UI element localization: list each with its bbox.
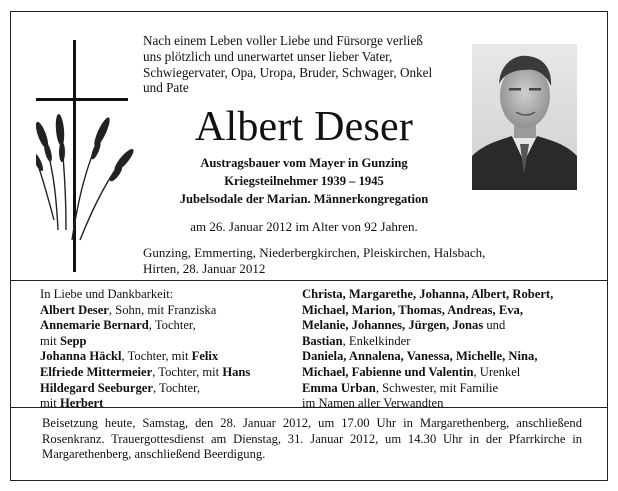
mourner-line: mit Sepp [40,333,87,348]
title-line-3: Jubelsodale der Marian. Männerkongregation [179,192,429,206]
mourner-line: Albert Deser, Sohn, mit Franziska [40,302,217,317]
mourner-line: im Namen aller Verwandten [302,396,444,411]
mourner-line: Christa, Margarethe, Johanna, Albert, Robert, [302,287,554,301]
intro-text [143,33,465,96]
funeral-details: Beisetzung heute, Samstag, den 28. Januar 2012, um 17.00 Uhr in Margarethenberg, anschließend Rosenkranz. Trauergottesdienst am Dienstag, 31. Januar 2012, um 14.30 Uhr in der Pfarrkirche in Margarethenberg, anschließend Beerdigung. [42,416,582,462]
mourner-line: Michael, Marion, Thomas, Andreas, Eva, [302,302,523,317]
mourner-line: Melanie, Johannes, Jürgen, Jonas und [302,318,506,333]
deceased-name: Albert Deser [194,104,414,150]
intro-line: Schwiegervater, Opa, Uropa, Bruder, Schwager, Onkel [143,64,433,80]
intro-line: uns plötzlich und unerwartet unser lieber Vater, [143,48,393,64]
intro-line: Nach einem Leben voller Liebe und Fürsorge verließ [143,33,423,48]
mourner-line: Daniela, Annalena, Vanessa, Michelle, Nina, [302,349,538,364]
places-and-date [143,245,553,277]
title-line-1: Austragsbauer vom Mayer in Gunzing [200,156,408,170]
divider-top [10,280,608,281]
mourner-line: In Liebe und Dankbarkeit: [40,287,174,301]
death-date-line: am 26. Januar 2012 im Alter von 92 Jahren. [190,219,418,234]
mourner-line: Johanna Häckl, Tochter, mit Felix [40,349,219,364]
mourner-line: Elfriede Mittermeier, Tochter, mit Hans [40,364,251,379]
mourner-line: Bastian, Enkelkinder [302,333,411,348]
portrait-photo [472,44,577,190]
mourner-line: mit Herbert [40,396,104,411]
intro-line: und Pate [143,80,189,96]
mourner-line: Michael, Fabienne und Valentin, Urenkel [302,364,521,379]
places-line: Gunzing, Emmerting, Niederbergkirchen, Pleiskirchen, Halsbach, [143,245,486,260]
mourners-left [40,287,285,412]
mourners-right [302,287,592,412]
mourner-line: Emma Urban, Schwester, mit Familie [302,380,499,395]
mourner-line: Hildegard Seeburger, Tochter, [40,380,200,395]
cross-with-wheat-icon [36,40,146,272]
places-line: Hirten, 28. Januar 2012 [143,260,266,276]
title-line-2: Kriegsteilnehmer 1939 – 1945 [224,174,384,188]
mourner-line: Annemarie Bernard, Tochter, [40,318,196,333]
